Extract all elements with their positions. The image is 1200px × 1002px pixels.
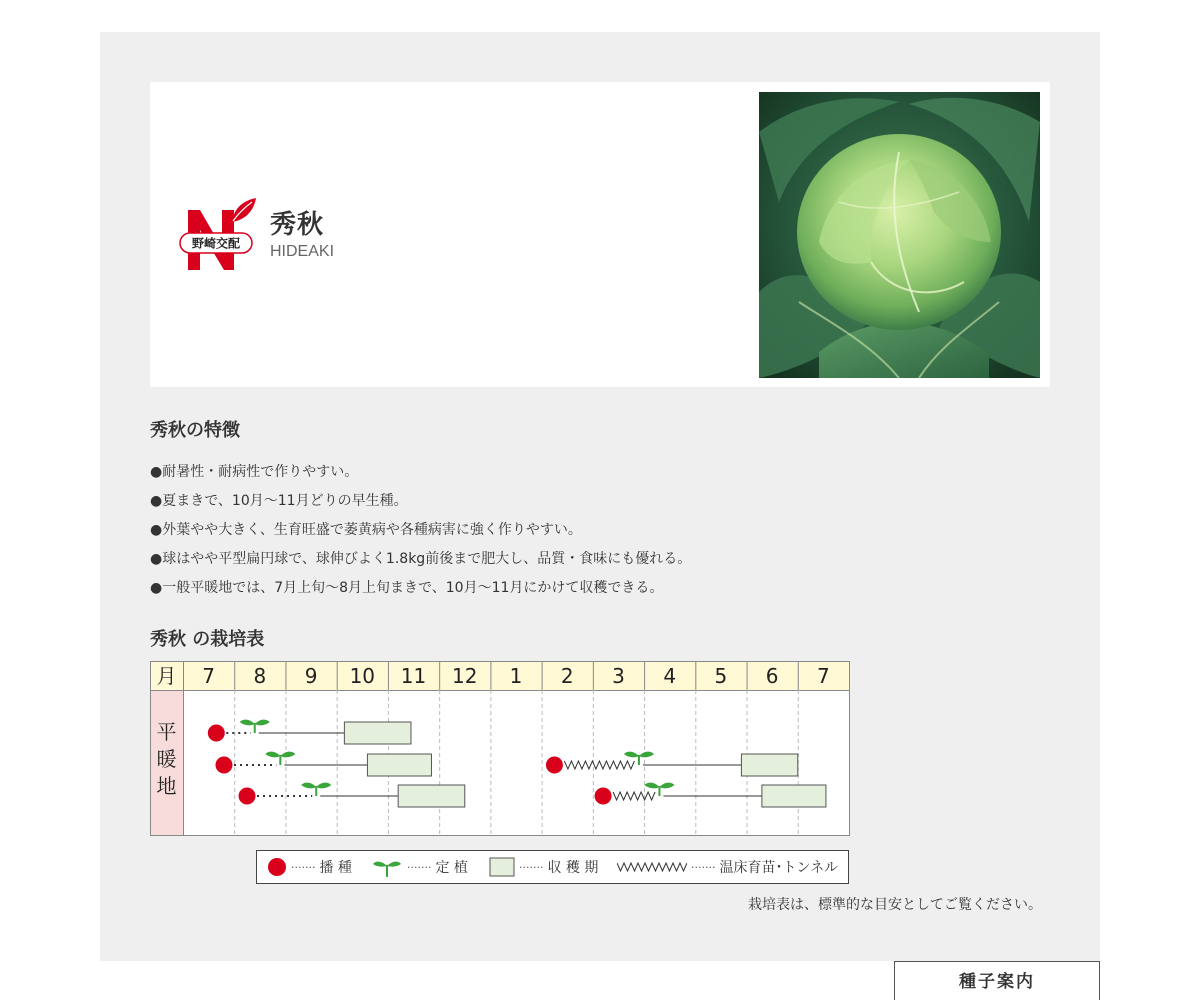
harvest-box-icon: [489, 857, 515, 877]
month-label: 7: [202, 664, 215, 688]
nozaki-logo: [178, 196, 260, 274]
feature-item: ●一般平暖地では、7月上旬〜8月上旬まきで、10月〜11月にかけて収穫できる。: [150, 580, 664, 596]
feature-item: ●夏まきで、10月〜11月どりの早生種。: [150, 493, 408, 509]
features-list: [150, 458, 691, 603]
feature-item: ●外葉やや大きく、生育旺盛で萎黄病や各種病害に強く作りやすい。: [150, 522, 582, 538]
sow-dot: [546, 757, 563, 774]
schedule-title: 秀秋 の栽培表: [150, 629, 265, 650]
tab-seed-guide[interactable]: 種子案内: [894, 961, 1100, 1000]
product-name-jp: 秀秋: [270, 210, 325, 240]
tunnel-wave-icon: [617, 860, 687, 874]
product-name-en: HIDEAKI: [270, 243, 335, 260]
month-label: 1: [509, 664, 523, 688]
schedule-note: 栽培表は、標準的な目安としてご覧ください。: [748, 897, 1042, 913]
month-label: 7: [817, 664, 830, 688]
month-label: 11: [400, 664, 427, 688]
sow-dot-icon: [267, 857, 287, 877]
month-header-label: 月: [156, 664, 177, 688]
legend-transplant-label: 定 植: [435, 860, 468, 876]
month-label: 8: [253, 664, 267, 688]
region-label: 地: [156, 774, 177, 798]
legend-harvest-label: 収 穫 期: [547, 860, 599, 876]
month-label: 12: [452, 664, 478, 688]
region-label: 平: [156, 720, 177, 744]
harvest-bar: [741, 754, 797, 776]
cultivation-schedule: [150, 661, 850, 837]
month-label: 5: [714, 664, 728, 688]
region-label: 暖: [156, 747, 177, 771]
month-label: 9: [304, 664, 318, 688]
harvest-bar: [367, 754, 431, 776]
schedule-legend: ······· 播 種 ······· 定 植 ······· 収 穫 期 ······· 温床育苗･トンネル: [256, 850, 849, 884]
month-label: 10: [349, 664, 376, 688]
month-label: 6: [765, 664, 779, 688]
feature-item: ●球はやや平型扁円球で、球伸びよく1.8kg前後まで肥大し、品質・食味にも優れる。: [150, 551, 692, 567]
harvest-bar: [344, 722, 411, 744]
sow-dot: [239, 788, 256, 805]
legend-tunnel-label: 温床育苗･トンネル: [719, 860, 839, 876]
sow-dot: [208, 725, 225, 742]
cabbage-photo: [759, 92, 1040, 378]
legend-sow-label: 播 種: [319, 860, 352, 876]
month-label: 4: [663, 664, 677, 688]
harvest-bar: [762, 785, 826, 807]
month-label: 2: [560, 664, 574, 688]
features-title: 秀秋の特徴: [150, 420, 240, 441]
feature-item: ●耐暑性・耐病性で作りやすい。: [150, 464, 359, 480]
logo-text: 野崎交配: [191, 236, 241, 251]
harvest-bar: [398, 785, 465, 807]
month-label: 3: [612, 664, 625, 688]
sow-dot: [595, 788, 612, 805]
sow-dot: [215, 757, 232, 774]
sprout-icon: [371, 856, 403, 878]
